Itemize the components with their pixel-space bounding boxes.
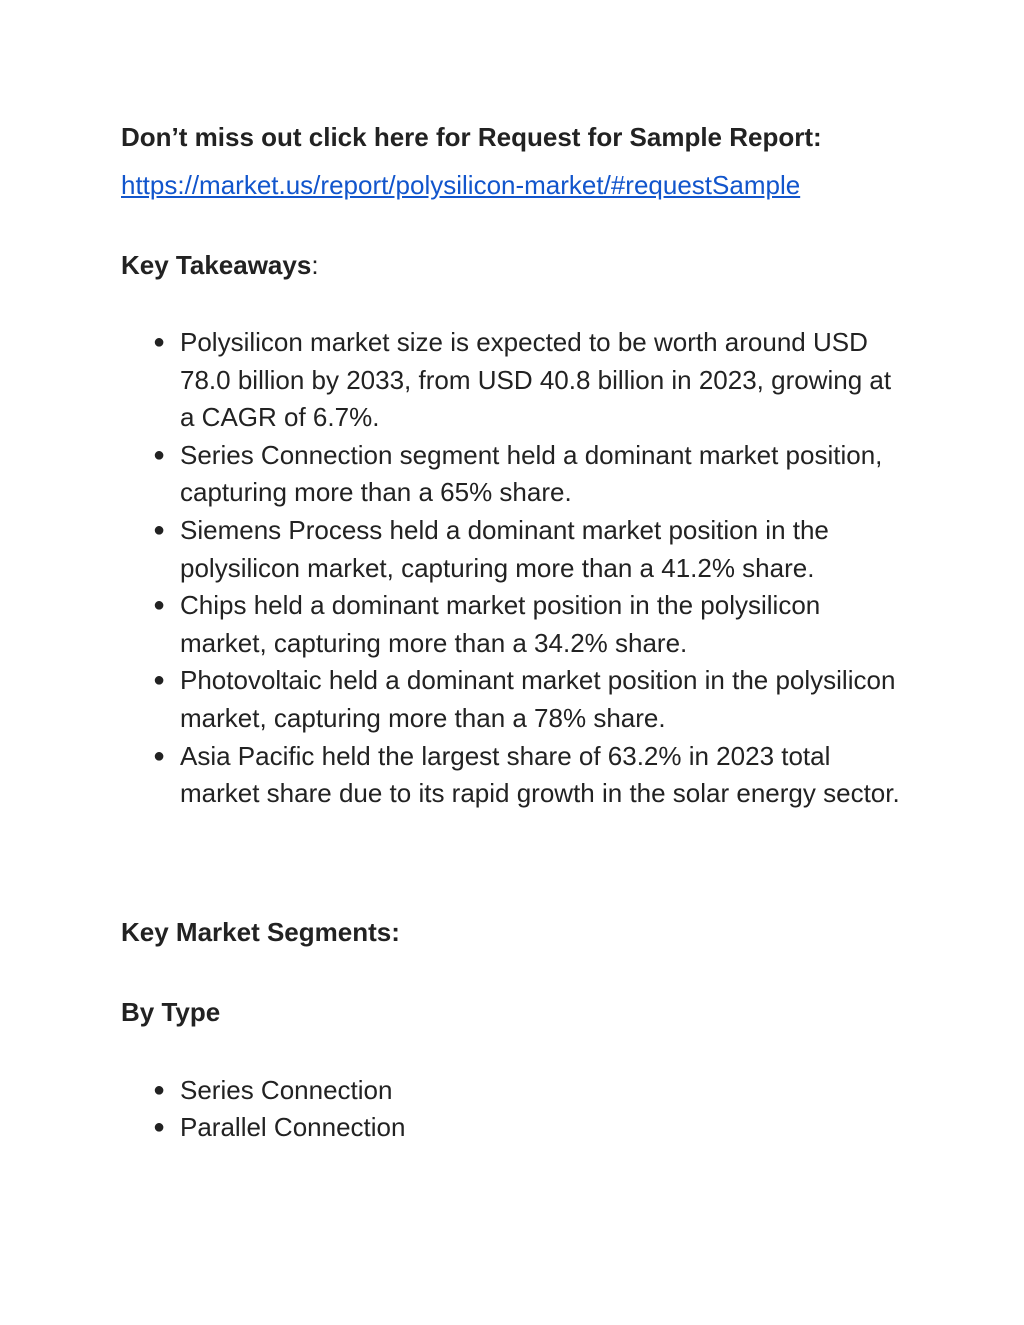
key-takeaways-title: Key Takeaways [121,250,312,280]
list-item [121,512,911,587]
list-item-text: Polysilicon market size is expected to be worth around USD 78.0 billion by 2033, from USD 40.8 billion in 2023, growing at a CAGR of 6.7%. [180,327,892,433]
document-page [121,118,911,1147]
list-item [121,1072,911,1110]
bullet-icon: ● [153,443,166,466]
by-type-list [121,1072,911,1147]
bullet-icon: ● [153,594,166,617]
list-item-text: Photovoltaic held a dominant market position in the polysilicon market, capturing more than a 78% share. [180,665,896,733]
list-item [121,662,911,737]
list-item [121,587,911,662]
bullet-icon: ● [153,669,166,692]
key-market-segments-title: Key Market Segments: [121,916,400,947]
bullet-icon: ● [153,744,166,767]
key-market-segments-heading [121,913,911,951]
list-item [121,1109,911,1147]
list-item-text: Asia Pacific held the largest share of 63.2% in 2023 total market share due to its rapid growth in the solar energy sector. [180,740,900,809]
bullet-icon: ● [153,331,166,353]
sample-request-link[interactable]: https://market.us/report/polysilicon-market/#requestSample [121,170,801,200]
by-type-heading [121,993,911,1031]
list-item [121,324,911,437]
list-item [121,738,911,813]
list-item-text: Chips held a dominant market position in the polysilicon market, capturing more than a 34.2% share. [180,590,821,658]
list-item-text: Siemens Process held a dominant market position in the polysilicon market, capturing more than a 41.2% share. [180,514,829,583]
sample-request-heading: Don’t miss out click here for Request for Sample Report: [121,122,822,152]
bullet-icon: ● [153,1078,166,1101]
key-takeaways-colon: : [311,250,319,280]
list-item [121,437,911,512]
bullet-icon: ● [153,1116,166,1139]
bullet-icon: ● [153,518,166,541]
list-item-text: Series Connection segment held a dominant market position, capturing more than a 65% share. [180,439,883,508]
key-takeaways-heading [121,246,911,284]
list-item-text: Parallel Connection [180,1112,406,1143]
key-takeaways-list [121,324,911,813]
list-item-text: Series Connection [180,1074,393,1105]
by-type-title: By Type [121,996,221,1027]
